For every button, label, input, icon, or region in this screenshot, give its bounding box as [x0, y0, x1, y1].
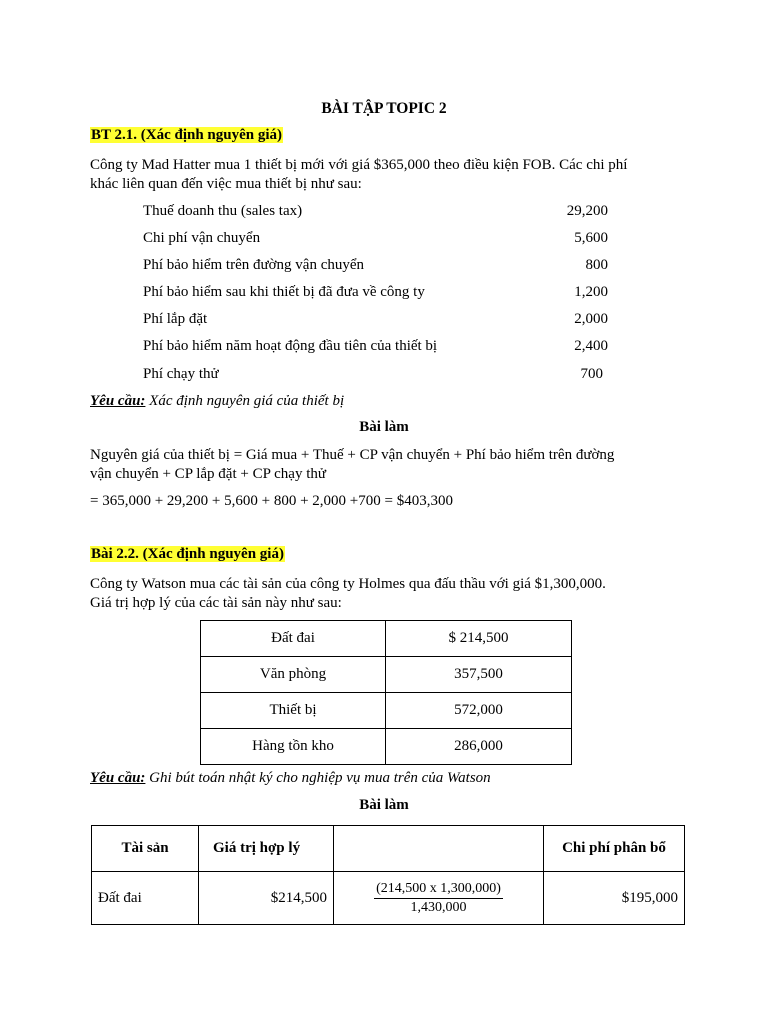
cost-item [143, 338, 608, 355]
exercise-2-2-intro [90, 575, 730, 613]
cost-item [143, 366, 603, 383]
cost-value: 1,200 [574, 284, 608, 300]
cost-label: Chi phí vận chuyển [143, 230, 261, 246]
allocation-table [91, 825, 685, 925]
table-row [201, 693, 572, 729]
cost-label: Phí bảo hiểm sau khi thiết bị đã đưa về công ty [143, 284, 425, 300]
value-cell: $ 214,500 [386, 621, 572, 657]
solution-line: vận chuyển + CP lắp đặt + CP chạy thử [90, 466, 326, 482]
exercise-2-1-heading-text: BT 2.1. (Xác định nguyên giá) [91, 127, 283, 143]
cost-label: Phí bảo hiểm năm hoạt động đầu tiên của thiết bị [143, 338, 438, 354]
cost-item [143, 284, 608, 301]
table-header-row [92, 826, 685, 872]
cost-item [143, 257, 608, 274]
fair-value-table [200, 620, 572, 765]
exercise-2-1-solution [90, 446, 730, 484]
exercise-2-1-solution-heading: Bài làm [359, 419, 409, 435]
table-row [92, 872, 685, 925]
cost-label: Phí bảo hiểm trên đường vận chuyển [143, 257, 365, 273]
value-cell: 572,000 [386, 693, 572, 729]
cost-label: Thuế doanh thu (sales tax) [143, 203, 303, 219]
exercise-2-1-heading [90, 127, 283, 144]
intro-line: khác liên quan đến việc mua thiết bị như sau: [90, 176, 362, 192]
cost-label: Phí lắp đặt [143, 311, 208, 327]
fraction-numerator: (214,500 x 1,300,000) [374, 881, 503, 899]
document-title: BÀI TẬP TOPIC 2 [321, 100, 447, 117]
cost-item [143, 230, 608, 247]
header-allocated-cost: Chi phí phân bổ [544, 826, 685, 872]
intro-line: Công ty Mad Hatter mua 1 thiết bị mới với giá $365,000 theo điều kiện FOB. Các chi phí [90, 157, 628, 173]
intro-line: Giá trị hợp lý của các tài sản này như sau: [90, 595, 342, 611]
table-row [201, 621, 572, 657]
value-cell: 357,500 [386, 657, 572, 693]
exercise-2-2-requirement [90, 770, 491, 787]
header-fair-value: Giá trị hợp lý [199, 826, 334, 872]
asset-cell: Đất đai [201, 621, 386, 657]
exercise-2-1-result: = 365,000 + 29,200 + 5,600 + 800 + 2,000 +700 = $403,300 [90, 493, 453, 509]
allocation-fraction [374, 881, 503, 916]
cost-value: 2,000 [574, 311, 608, 327]
cost-item [143, 203, 608, 220]
cost-item [143, 311, 608, 328]
exercise-2-1-intro [90, 156, 690, 194]
table-row [201, 729, 572, 765]
allocated-cost-cell: $195,000 [544, 872, 685, 925]
fair-value-cell: $214,500 [199, 872, 334, 925]
formula-cell [334, 872, 544, 925]
solution-line: Nguyên giá của thiết bị = Giá mua + Thuế + CP vận chuyển + Phí bảo hiểm trên đường [90, 447, 615, 463]
exercise-2-2-heading-text: Bài 2.2. (Xác định nguyên giá) [91, 546, 284, 562]
cost-value: 700 [580, 366, 603, 382]
cost-value: 2,400 [574, 338, 608, 354]
requirement-text: Xác định nguyên giá của thiết bị [145, 393, 345, 409]
exercise-2-1-requirement [90, 393, 344, 410]
asset-cell: Văn phòng [201, 657, 386, 693]
requirement-text: Ghi bút toán nhật ký cho nghiệp vụ mua trên của Watson [145, 770, 491, 786]
table-row [201, 657, 572, 693]
cost-label: Phí chạy thử [143, 366, 219, 382]
asset-cell: Đất đai [92, 872, 199, 925]
requirement-label: Yêu cầu: [90, 770, 146, 786]
requirement-label: Yêu cầu: [90, 393, 146, 409]
value-cell: 286,000 [386, 729, 572, 765]
header-formula [334, 826, 544, 872]
exercise-2-2-heading [90, 546, 285, 563]
header-asset: Tài sản [92, 826, 199, 872]
fraction-denominator: 1,430,000 [410, 899, 467, 915]
intro-line: Công ty Watson mua các tài sản của công ty Holmes qua đấu thầu với giá $1,300,000. [90, 576, 606, 592]
cost-value: 800 [585, 257, 608, 273]
exercise-2-2-solution-heading: Bài làm [359, 797, 409, 813]
asset-cell: Hàng tồn kho [201, 729, 386, 765]
asset-cell: Thiết bị [201, 693, 386, 729]
cost-value: 5,600 [574, 230, 608, 246]
cost-value: 29,200 [566, 203, 608, 219]
